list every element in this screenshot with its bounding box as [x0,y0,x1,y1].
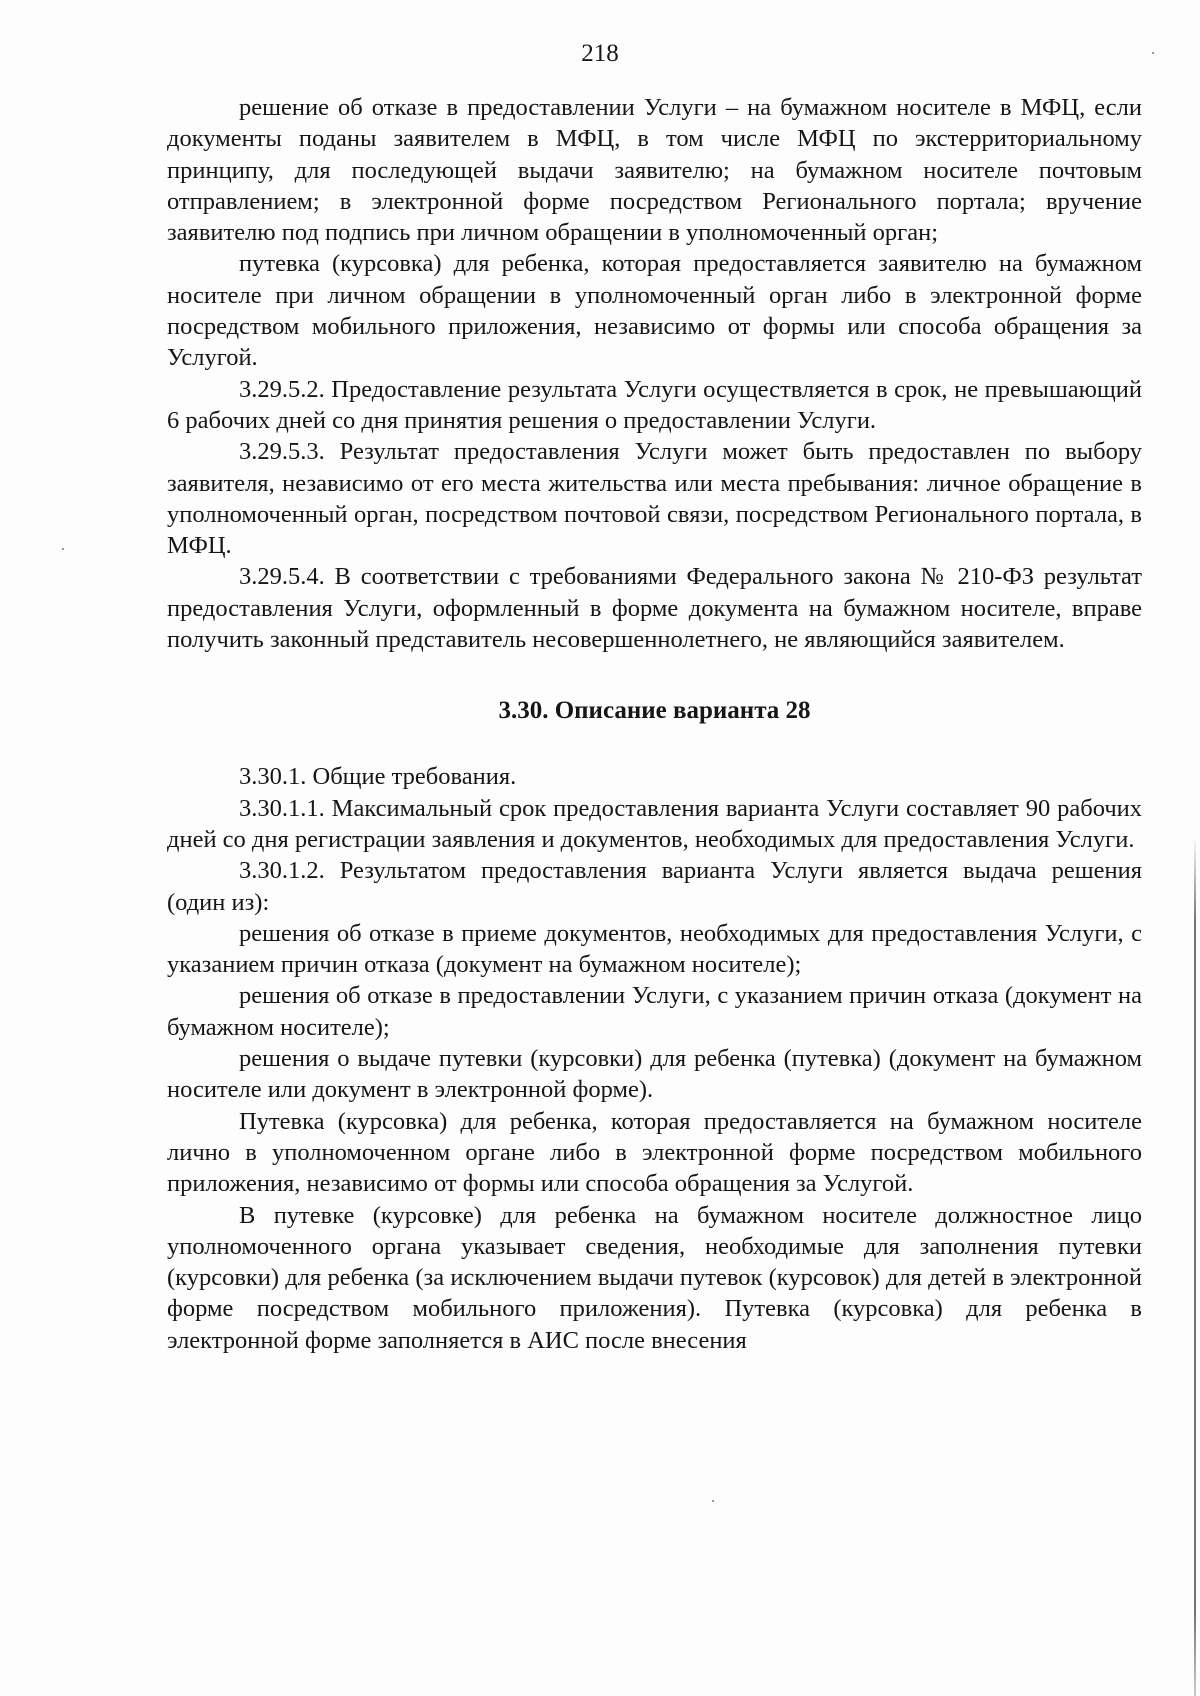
paragraph: В путевке (курсовке) для ребенка на бумажном носителе должностное лицо уполномоченного органа указывает сведения, необходимые для заполнения путевки (курсовки) для ребенка (за исключением выдачи путевок (курсовок) для детей в электронной форме посредством мобильного приложения). Путевка (курсовка) для ребенка в электронной форме заполняется в АИС после внесения [167,1201,1142,1354]
paragraph: 3.30.1.1. Максимальный срок предоставления варианта Услуги составляет 90 рабочих дней со дня регистрации заявления и документов, необходимых для предоставления Услуги. [167,794,1142,853]
section-heading: 3.30. Описание варианта 28 [498,697,811,725]
scan-speck [62,548,64,550]
paragraph: 3.29.5.2. Предоставление результата Услуги осуществляется в срок, не превышающий 6 рабочих дней со дня принятия решения о предоставлении Услуги. [167,375,1142,434]
paragraph: 3.29.5.4. В соответствии с требованиями Федерального закона № 210-ФЗ результат предоставления Услуги, оформленный в форме документа на бумажном носителе, вправе получить законный представитель несовершеннолетнего, не являющийся заявителем. [167,563,1142,654]
paragraph: 3.30.1.2. Результатом предоставления варианта Услуги является выдача решения (один из): [167,857,1142,916]
paragraph: решения об отказе в предоставлении Услуги, с указанием причин отказа (документ на бумажном носителе); [167,982,1142,1041]
paragraph: 3.29.5.3. Результат предоставления Услуги может быть предоставлен по выбору заявителя, независимо от его места жительства или места пребывания: личное обращение в уполномоченный орган, посредством почтовой связи, посредством Регионального портала, в МФЦ. [167,438,1142,560]
scan-edge-shadow [1194,836,1196,1696]
scan-speck [712,1500,714,1502]
paragraph: 3.30.1. Общие требования. [239,763,517,791]
scan-speck [1152,52,1154,54]
paragraph: решения о выдаче путевки (курсовки) для ребенка (путевка) (документ на бумажном носителе или документ в электронной форме). [167,1045,1142,1104]
paragraph: решение об отказе в предоставлении Услуги – на бумажном носителе в МФЦ, если документы поданы заявителем в МФЦ, в том числе МФЦ по экстерриториальному принципу, для последующей выдачи заявителю; на бумажном носителе почтовым отправлением; в электронной форме посредством Регионального портала; вручение заявителю под подпись при личном обращении в уполномоченный орган; [167,94,1142,247]
paragraph: путевка (курсовка) для ребенка, которая предоставляется заявителю на бумажном носителе при личном обращении в уполномоченный орган либо в электронной форме посредством мобильного приложения, независимо от формы или способа обращения за Услугой. [167,250,1142,372]
paragraph: решения об отказе в приеме документов, необходимых для предоставления Услуги, с указанием причин отказа (документ на бумажном носителе); [167,919,1142,979]
section-body [167,761,1142,1356]
document-body [167,92,1142,1356]
page-number: 218 [581,40,619,67]
paragraph: Путевка (курсовка) для ребенка, которая предоставляется на бумажном носителе лично в уполномоченном органе либо в электронной форме посредством мобильного приложения, независимо от формы или способа обращения за Услугой. [167,1107,1142,1198]
